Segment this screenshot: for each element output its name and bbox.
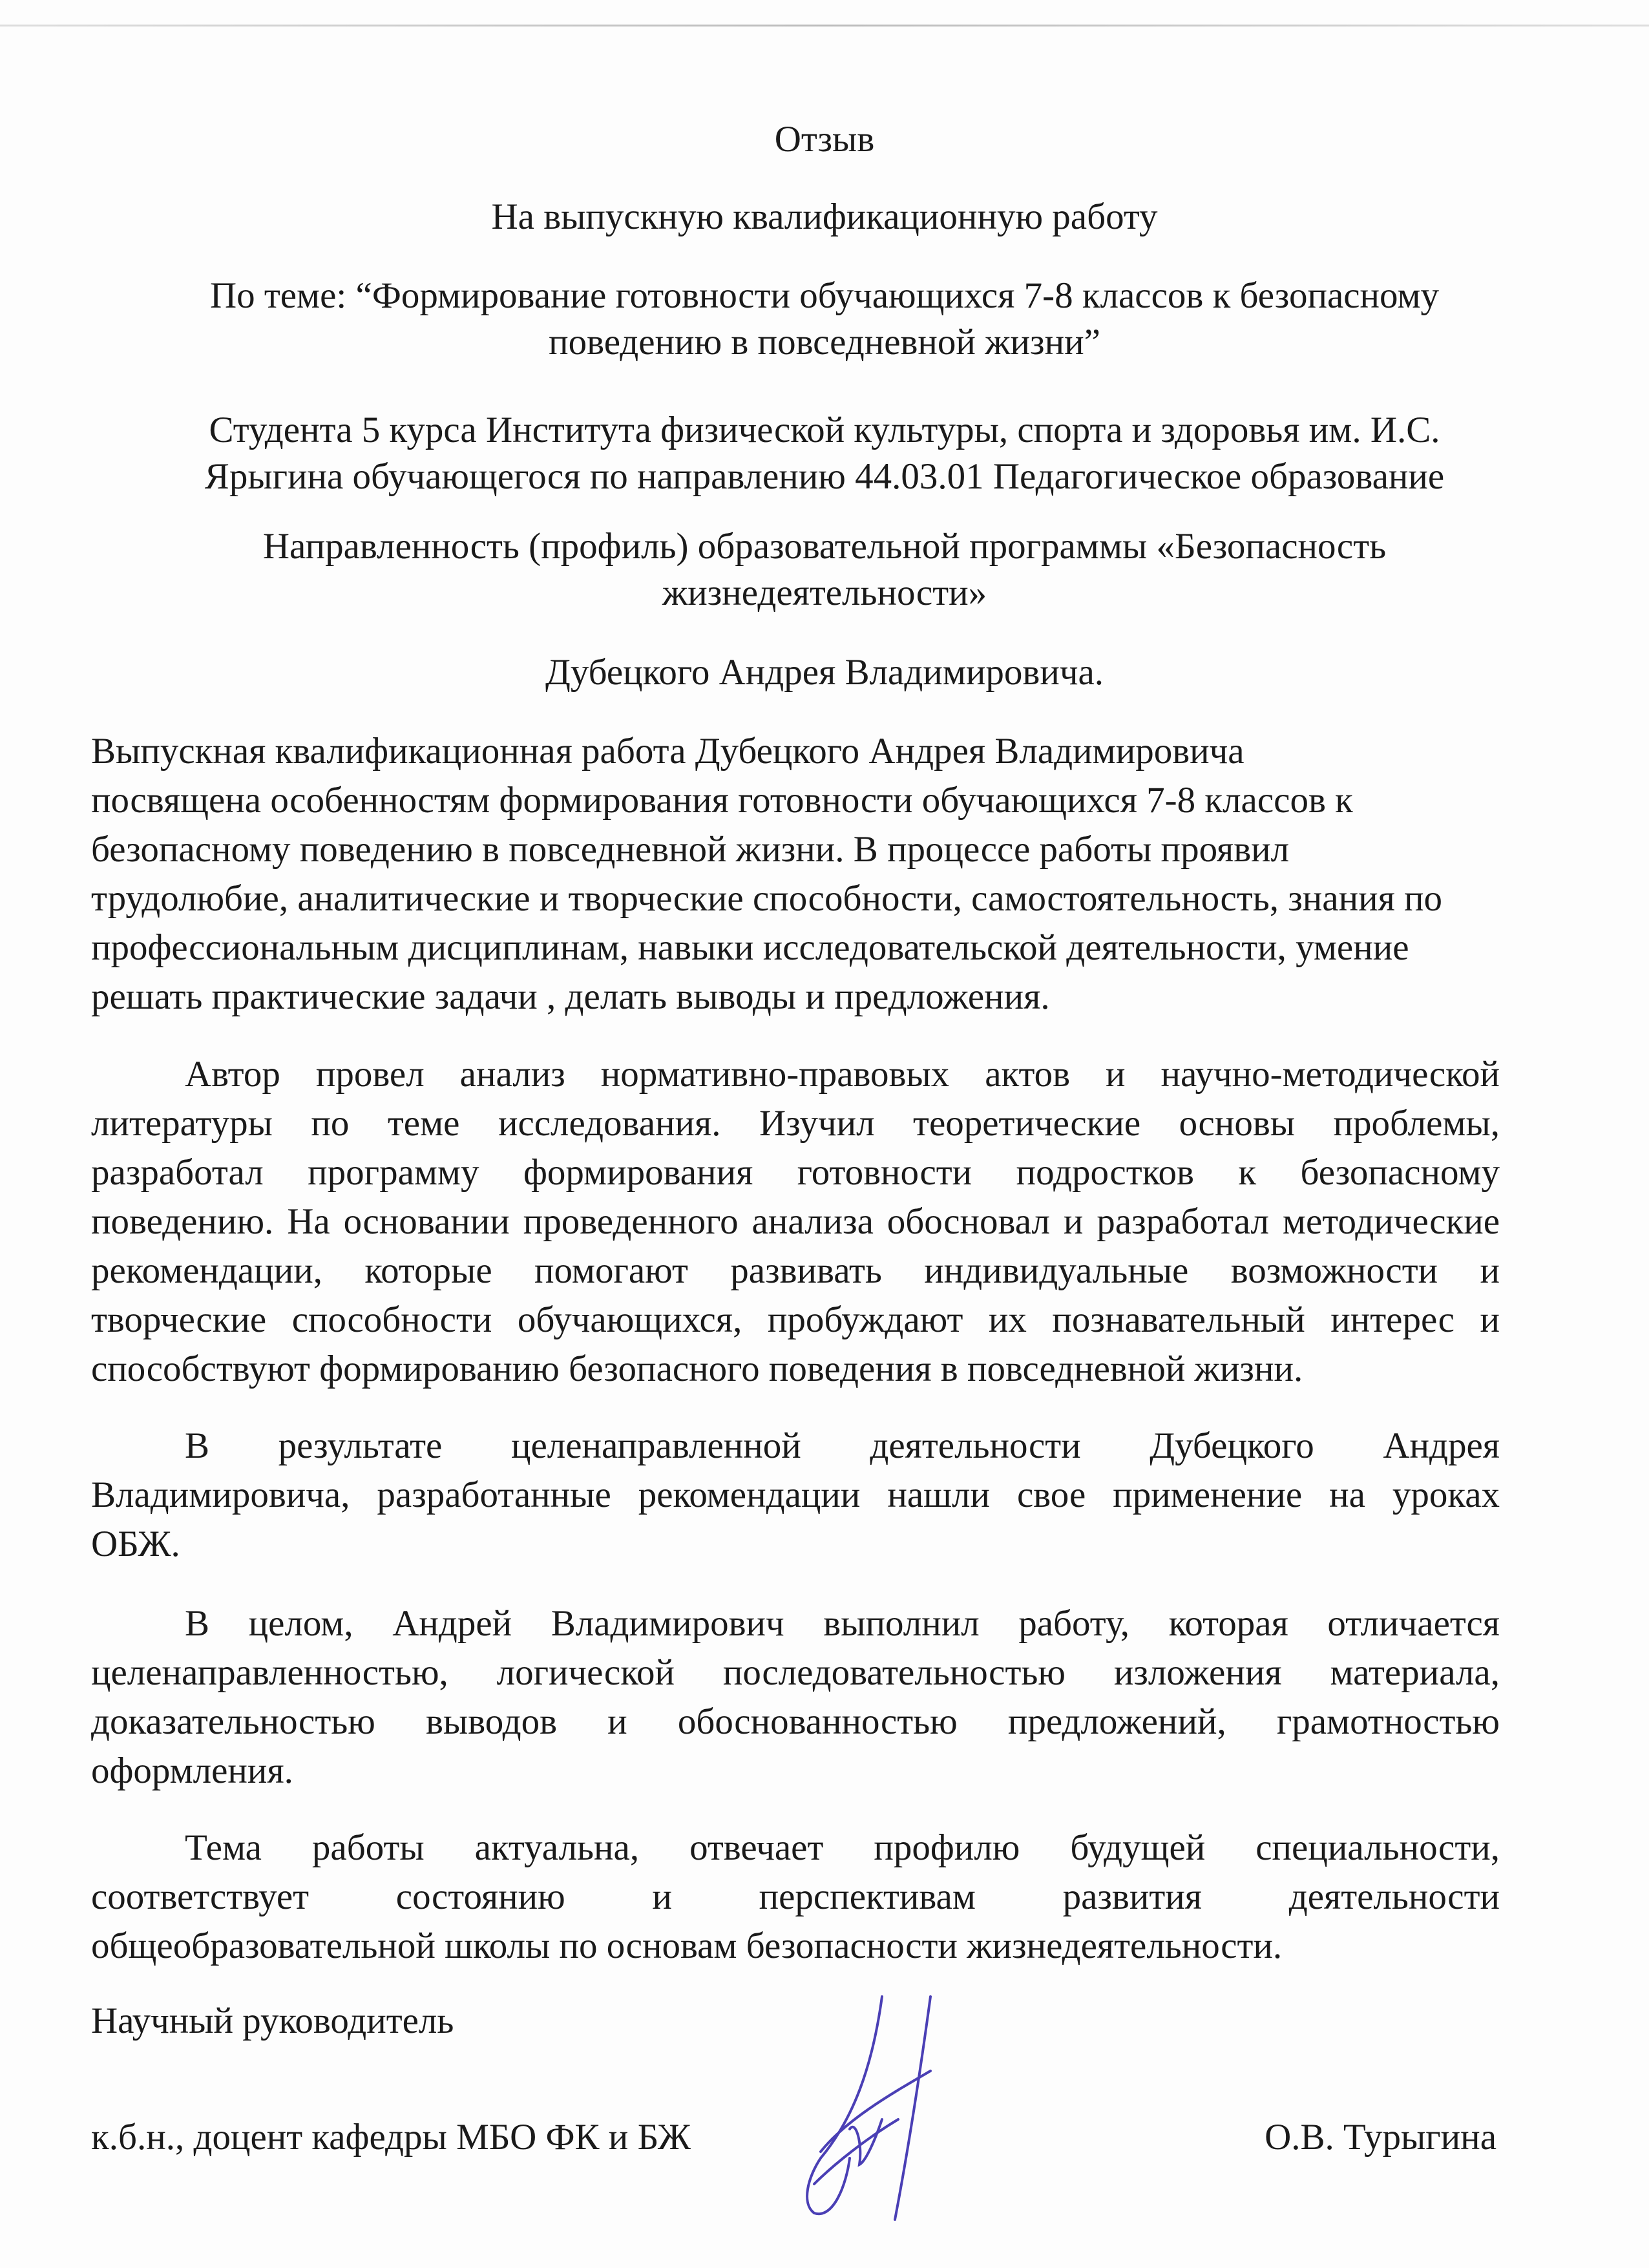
paragraph-line: Автор провел анализ нормативно-правовых актов и научно-методической bbox=[185, 1054, 1500, 1095]
paragraph-line: творческие способности обучающихся, пробуждают их познавательный интерес и bbox=[91, 1299, 1500, 1340]
paragraph-line: оформления. bbox=[91, 1750, 293, 1791]
student-line: Ярыгина обучающегося по направлению 44.03.01 Педагогическое образование bbox=[204, 456, 1445, 497]
paragraph-result bbox=[91, 1422, 1500, 1569]
paragraph-line: Владимировича, разработанные рекомендации нашли свое применение на уроках bbox=[91, 1475, 1500, 1515]
paragraph-line: литературы по теме исследования. Изучил теоретические основы проблемы, bbox=[91, 1103, 1500, 1144]
paragraph-line: Тема работы актуальна, отвечает профилю будущей специальности, bbox=[185, 1827, 1500, 1868]
paragraph-line: трудолюбие, аналитические и творческие способности, самостоятельность, знания по bbox=[91, 878, 1443, 919]
paragraph-overall bbox=[91, 1599, 1500, 1796]
paragraph-line: Выпускная квалификационная работа Дубецкого Андрея Владимировича bbox=[91, 731, 1245, 772]
paragraph-line: целенаправленностью, логической последовательностью изложения материала, bbox=[91, 1652, 1500, 1693]
student-block bbox=[0, 407, 1649, 500]
student-name bbox=[0, 649, 1649, 696]
document-title bbox=[0, 116, 1649, 163]
profile-line: Направленность (профиль) образовательной программы «Безопасность bbox=[262, 526, 1387, 567]
paragraph-line: поведению. На основании проведенного анализа обосновал и разработал методические bbox=[91, 1201, 1500, 1242]
paragraph-line: соответствует состоянию и перспективам развития деятельности bbox=[91, 1876, 1500, 1917]
paragraph-summary bbox=[91, 727, 1500, 1022]
paragraph-line: рекомендации, которые помогают развивать индивидуальные возможности и bbox=[91, 1250, 1500, 1291]
handwritten-signature bbox=[795, 1990, 1014, 2223]
paragraph-line: профессиональным дисциплинам, навыки исследовательской деятельности, умение bbox=[91, 927, 1409, 968]
topic-line: По теме: “Формирование готовности обучающихся 7-8 классов к безопасному bbox=[209, 275, 1440, 316]
paragraph-analysis bbox=[91, 1050, 1500, 1394]
supervisor-position: к.б.н., доцент кафедры МБО ФК и БЖ bbox=[91, 2117, 691, 2158]
paragraph-line: посвящена особенностям формирования готовности обучающихся 7-8 классов к bbox=[91, 780, 1353, 821]
paragraph-line: решать практические задачи , делать выводы и предложения. bbox=[91, 976, 1050, 1017]
profile-block bbox=[0, 523, 1649, 616]
paragraph-line: доказательностью выводов и обоснованностью предложений, грамотностью bbox=[91, 1701, 1500, 1742]
topic-block bbox=[0, 273, 1649, 366]
paragraph-line: ОБЖ. bbox=[91, 1524, 180, 1564]
student-line: Студента 5 курса Института физической культуры, спорта и здоровья им. И.С. bbox=[209, 410, 1440, 450]
paragraph-line: безопасному поведению в повседневной жизни. В процессе работы проявил bbox=[91, 829, 1290, 870]
subtitle-text: На выпускную квалификационную работу bbox=[491, 196, 1158, 237]
scan-edge-line bbox=[0, 25, 1649, 26]
paragraph-line: общеобразовательной школы по основам безопасности жизнедеятельности. bbox=[91, 1926, 1283, 1966]
student-name-text: Дубецкого Андрея Владимировича. bbox=[545, 652, 1104, 693]
document-subtitle bbox=[0, 194, 1649, 240]
paragraph-line: разработал программу формирования готовности подростков к безопасному bbox=[91, 1152, 1500, 1193]
paragraph-line: способствуют формированию безопасного поведения в повседневной жизни. bbox=[91, 1349, 1303, 1389]
paragraph-relevance bbox=[91, 1823, 1500, 1971]
topic-line: поведению в повседневной жизни” bbox=[549, 322, 1100, 362]
profile-line: жизнедеятельности» bbox=[662, 572, 987, 613]
supervisor-name: О.В. Турыгина bbox=[1265, 2117, 1497, 2158]
title-text: Отзыв bbox=[774, 119, 875, 160]
supervisor-role: Научный руководитель bbox=[91, 2000, 454, 2041]
paragraph-line: В результате целенаправленной деятельности Дубецкого Андрея bbox=[185, 1425, 1500, 1466]
paragraph-line: В целом, Андрей Владимирович выполнил работу, которая отличается bbox=[185, 1603, 1500, 1644]
